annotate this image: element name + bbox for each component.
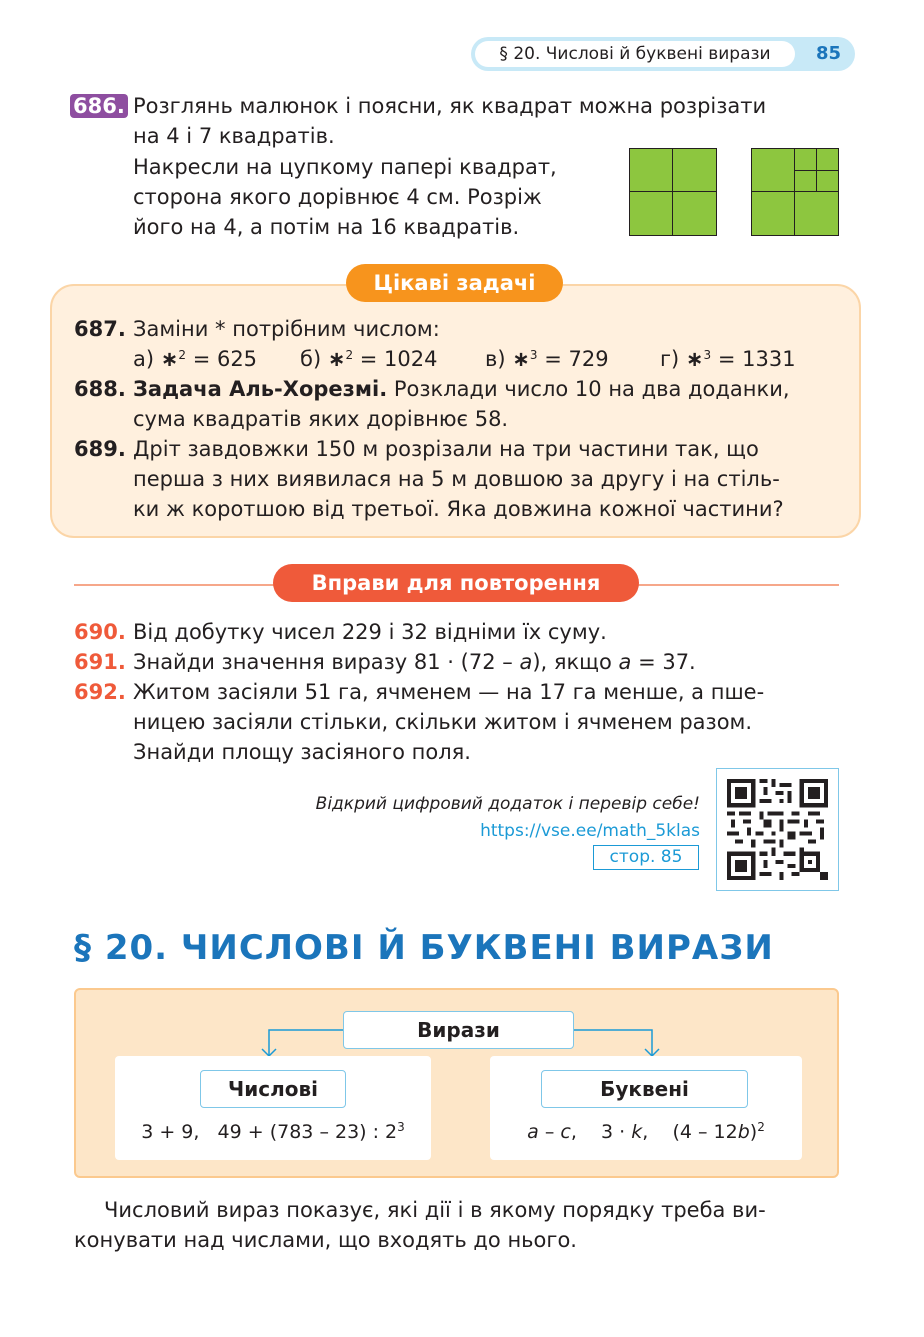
task-691-text: Знайди значення виразу 81 · (72 – a), якщо a = 37. (133, 650, 696, 674)
task-number-690: 690. (74, 620, 126, 644)
digital-app-page[interactable]: стор. 85 (593, 845, 699, 870)
task-number-686 (70, 91, 128, 121)
task-number-687: 687. (74, 317, 126, 341)
task-number-686-label: 686. (70, 94, 128, 118)
divider-left (74, 584, 274, 586)
square-4-parts (629, 148, 717, 236)
scheme-root-box: Вирази (343, 1011, 574, 1049)
task-687-d: г) ∗$^3$ = 1331 (660, 347, 796, 371)
expressions-scheme (74, 988, 839, 1178)
task-692-line2: ницею засіяли стільки, скільки житом і ячменем разом. (133, 710, 753, 734)
task-687-c: в) ∗$^3$ = 729 (485, 347, 609, 371)
task-689-line1: Дріт завдовжки 150 м розрізали на три частини так, що (133, 437, 759, 461)
task-688-line1: Задача Аль-Хорезмі. Розклади число 10 на два доданки, (133, 377, 790, 401)
task-number-691: 691. (74, 650, 126, 674)
task-692-line1: Житом засіяли 51 га, ячменем — на 17 га менше, а пше- (133, 680, 765, 704)
task-686-line5: його на 4, а потім на 16 квадратів. (133, 215, 520, 239)
task-689-line3: ки ж коротшою від третьої. Яка довжина кожної частини? (133, 497, 784, 521)
qr-code[interactable] (716, 768, 839, 891)
task-686-line1: Розглянь малюнок і поясни, як квадрат можна розрізати (133, 94, 767, 118)
task-689-line2: перша з них виявилася на 5 м довшою за другу і на стіль- (133, 467, 780, 491)
qr-code-icon (727, 779, 828, 880)
review-title: Вправи для повторення (273, 564, 639, 602)
task-686-line3: Накресли на цупкому папері квадрат, (133, 155, 557, 179)
running-header-section: § 20. Числові й буквені вирази (475, 41, 795, 67)
literal-card (490, 1056, 802, 1160)
task-687-text: Заміни * потрібним числом: (133, 317, 440, 341)
divider-right (638, 584, 839, 586)
square-7-parts (751, 148, 839, 236)
literal-label: Буквені (541, 1070, 748, 1108)
task-692-line3: Знайди площу засіяного поля. (133, 740, 471, 764)
interesting-problems-title: Цікаві задачі (346, 264, 563, 302)
digital-app-prompt: Відкрий цифровий додаток і перевір себе! (315, 794, 700, 814)
task-687-a: а) ∗$^2$ = 625 (133, 347, 258, 371)
section-title: § 20. ЧИСЛОВІ Й БУКВЕНІ ВИРАЗИ (74, 928, 774, 968)
task-690-text: Від добутку чисел 229 і 32 відніми їх суму. (133, 620, 607, 644)
body-line2: конувати над числами, що входять до нього. (74, 1228, 577, 1252)
task-number-692: 692. (74, 680, 126, 704)
numeric-examples: 3 + 9, 49 + (783 – 23) : $2^3$ (141, 1120, 405, 1143)
task-687-b: б) ∗$^2$ = 1024 (300, 347, 438, 371)
numeric-label: Числові (200, 1070, 346, 1108)
body-line1: Числовий вираз показує, які дії і в якому порядку треба ви- (104, 1198, 766, 1222)
task-686-line4: сторона якого дорівнює 4 см. Розріж (133, 185, 542, 209)
task-number-689: 689. (74, 437, 126, 461)
literal-examples: a – c, 3 · k, (4 – 12b)$^2$ (527, 1120, 765, 1143)
numeric-card (115, 1056, 431, 1160)
page-number: 85 (815, 43, 841, 64)
task-686-line2: на 4 і 7 квадратів. (133, 124, 335, 148)
digital-app-link[interactable]: https://vse.ee/math_5klas (480, 821, 700, 841)
task-number-688: 688. (74, 377, 126, 401)
running-header (471, 37, 855, 71)
task-688-line2: сума квадратів яких дорівнює 58. (133, 407, 509, 431)
